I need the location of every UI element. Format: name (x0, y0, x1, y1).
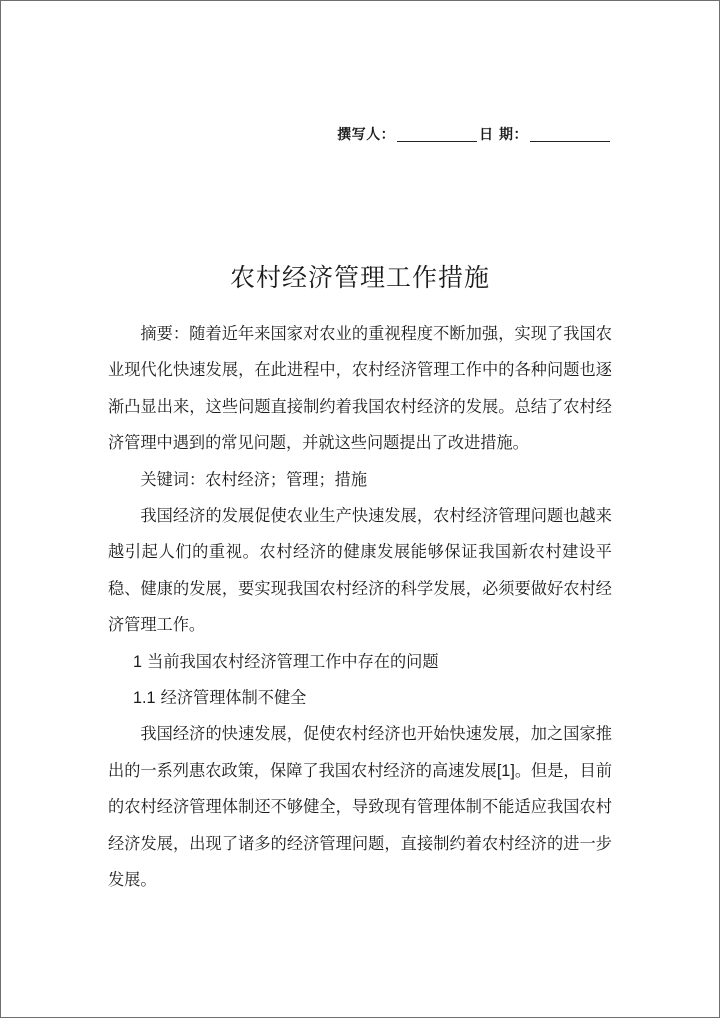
document-title: 农村经济管理工作措施 (229, 263, 490, 292)
keywords-line: 关键词：农村经济；管理；措施 (140, 469, 368, 489)
section-heading-1 (108, 644, 612, 680)
subsection-number: 1.1 (133, 689, 156, 708)
section-heading-1-1 (108, 680, 612, 716)
subsection-title: 经济管理体制不健全 (160, 688, 307, 708)
citation-ref: [1] (496, 761, 515, 780)
author-label: 撰写人： (337, 127, 396, 143)
section-title: 当前我国农村经济管理工作中存在的问题 (147, 651, 439, 671)
author-blank-field (397, 127, 477, 142)
paragraph-text: 我国经济的快速发展，促使农村经济也开始快速发展，加之国家推出的一系列惠农政策，保障了我国农村经济的高速发展 (108, 724, 612, 780)
document-header (337, 124, 612, 144)
document-body (108, 316, 612, 899)
section-number: 1 (133, 652, 143, 671)
date-blank-field (530, 127, 610, 142)
intro-paragraph: 我国经济的发展促使农业生产快速发展，农村经济管理问题也越来越引起人们的重视。农村经济的健康发展能够保证我国新农村建设平稳、健康的发展，要实现我国农村经济的科学发展，必须要做好农村经济管理工作。 (108, 506, 612, 635)
date-label: 日 期： (479, 127, 528, 143)
paragraph-text-continued: 。但是，目前的农村经济管理体制还不够健全，导致现有管理体制不能适应我国农村经济发展，出现了诸多的经济管理问题，直接制约着农村经济的进一步发展。 (108, 760, 613, 890)
body-paragraph-1 (108, 716, 612, 898)
abstract-paragraph: 摘要：随着近年来国家对农业的重视程度不断加强，实现了我国农业现代化快速发展，在此进程中，农村经济管理工作中的各种问题也逐渐凸显出来，这些问题直接制约着我国农村经济的发展。总结了农村经济管理中遇到的常见问题，并就这些问题提出了改进措施。 (108, 324, 612, 453)
